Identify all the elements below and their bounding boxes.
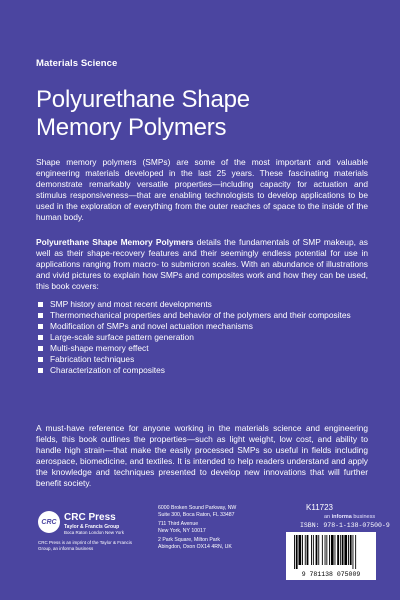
product-code: K11723 (306, 503, 333, 512)
title-line-2: Memory Polymers (36, 114, 227, 141)
address-block: 2 Park Square, Milton Park Abingdon, Oxon OX14 4RN, UK (158, 537, 232, 550)
topic-item: Fabrication techniques (36, 354, 368, 365)
barcode-bars-icon (294, 535, 368, 569)
details-paragraph (36, 237, 368, 292)
title-line-1: Polyurethane Shape (36, 86, 250, 113)
informa-tagline: an informa business (324, 514, 376, 520)
topic-item: Modification of SMPs and novel actuation mechanisms (36, 321, 368, 332)
closing-paragraph: A must-have reference for anyone working in the materials science and engineering fields, this book outlines the properties—such as light weight, low cost, and ability to handle high strain—that make the easily processed SMPs so useful in fields including aerospace, biomedicine, and textiles. It is intended to help readers understand and apply the knowledge and techniques presented to develop new innovations that will further benefit society. (36, 423, 368, 488)
topic-item: Characterization of composites (36, 365, 368, 376)
topics-list (36, 299, 368, 376)
publisher-imprint: CRC Press is an imprint of the Taylor & Francis Group, an informa business (38, 540, 132, 551)
publisher-cities: Boca Raton London New York (64, 530, 125, 535)
details-text: details the fundamentals of SMP makeup, as well as their shape-recovery features and their seemingly endless potential for use in applications ranging from macro- to submicron scales. With an abundance of illustrations and vivid pictures to explain how SMPs and composites work and how they can be used, this book covers: (36, 237, 368, 291)
book-title (36, 86, 376, 142)
category-label: Materials Science (36, 58, 118, 69)
barcode-number: 9 781138 075009 (301, 571, 361, 578)
isbn-label: ISBN: 978-1-138-07500-9 (300, 522, 390, 529)
crc-logo-icon: CRC (38, 511, 60, 533)
topic-item: Thermomechanical properties and behavior of the polymers and their composites (36, 310, 368, 321)
address-block: 711 Third Avenue New York, NY 10017 (158, 521, 206, 534)
barcode (286, 532, 376, 580)
publisher-name: CRC Press (64, 512, 116, 523)
intro-paragraph: Shape memory polymers (SMPs) are some of the most important and valuable engineering materials developed in the last 25 years. These fascinating materials demonstrate remarkably versatile properties—including capacity for actuation and stimulus responsiveness—that are enabling technologists to develop applications to be used in the exploration of everything from the outer reaches of space to the inside of the human body. (36, 157, 368, 222)
publisher-group: Taylor & Francis Group (64, 524, 120, 530)
publisher-addresses (158, 505, 268, 553)
address-block: 6000 Broken Sound Parkway, NW Suite 300, Boca Raton, FL 33487 (158, 505, 237, 518)
topic-item: Multi-shape memory effect (36, 343, 368, 354)
book-title-inline: Polyurethane Shape Memory Polymers (36, 237, 194, 247)
topic-item: Large-scale surface pattern generation (36, 332, 368, 343)
topic-item: SMP history and most recent developments (36, 299, 368, 310)
